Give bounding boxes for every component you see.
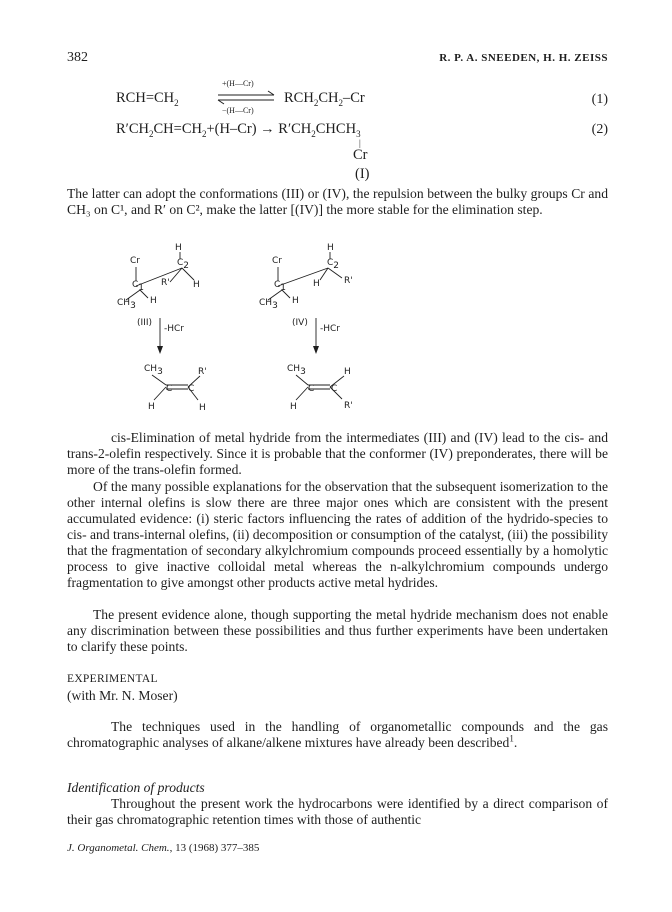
product-trans-ch3: $CH_3$ <box>287 364 306 377</box>
equation-2-label: (I) <box>355 166 370 182</box>
atom-h3: H <box>150 296 157 306</box>
equation-1-number: (1) <box>591 92 608 107</box>
atom-h-iv: H <box>327 243 334 253</box>
atom-c2: $C_2$ <box>177 258 190 271</box>
atom-c1-iv: $C_1$ <box>274 280 287 293</box>
atom-c2-iv: $C_2$ <box>327 258 340 271</box>
equation-1-right: $RCH_2CH_2-Cr$ <box>284 90 365 108</box>
paragraph-cis-elimination: cis-Elimination of metal hydride from the intermediates (III) and (IV) lead to the cis- and trans-2-olefin respectively. Since it is probable that the conformer (IV) preponderates, there will be more of the trans-olefin formed. <box>67 430 608 477</box>
elimination-scheme <box>100 238 400 438</box>
equation-1-arrow-top: +(H—Cr) <box>222 79 254 88</box>
equation-1-arrow-bottom: −(H—Cr) <box>222 106 254 115</box>
footer-citation: J. Organometal. Chem., 13 (1968) 377–385 <box>67 842 260 854</box>
reagent-iv: -HCr <box>320 324 340 334</box>
atom-ch3: $CH_3$ <box>117 298 136 311</box>
product-cis-c: C <box>166 384 173 394</box>
atom-r: R' <box>161 278 170 288</box>
equation-1-left: $RCH=CH_2$ <box>116 90 179 108</box>
atom-ch3-iv: $CH_3$ <box>259 298 278 311</box>
paragraph-techniques: The techniques used in the handling of organometallic compounds and the gas chromatographic analyses of alkane/alkene mixtures have already been described$^1$. <box>67 719 608 750</box>
section-heading-identification: Identification of products <box>67 780 205 795</box>
label-iv: (IV) <box>292 318 308 328</box>
atom-c1: $C_1$ <box>132 280 145 293</box>
paragraph-identification: Throughout the present work the hydrocarbons were identified by a direct comparison of their gas chromatographic retention times with those of authentic <box>67 796 608 827</box>
atom-cr: Cr <box>130 256 140 266</box>
equation-2-cr: Cr <box>353 147 368 163</box>
experimental-subheading: (with Mr. N. Moser) <box>67 688 178 703</box>
product-trans-r: R' <box>344 401 353 411</box>
experimental-heading: EXPERIMENTAL <box>67 673 158 685</box>
page-number: 382 <box>67 50 88 65</box>
equation-2: $R'CH_2CH=CH_2+(H-Cr)$ → $R'CH_2CHCH_3$ <box>116 121 361 139</box>
paragraph-evidence: The present evidence alone, though supporting the metal hydride mechanism does not enable any discrimination between these possibilities and thus further experiments have been undertaken to clarify these points. <box>67 607 608 654</box>
atom-h2: H <box>193 280 200 290</box>
product-trans-c2: C <box>331 384 338 394</box>
equilibrium-arrows <box>216 90 278 106</box>
reagent-iii: -HCr <box>164 324 184 334</box>
atom-r-iv: R' <box>344 276 353 286</box>
product-trans-h: H <box>344 367 351 377</box>
equation-2-number: (2) <box>591 122 608 137</box>
atom-cr-iv: Cr <box>272 256 282 266</box>
running-head-authors: R. P. A. SNEEDEN, H. H. ZEISS <box>439 52 608 64</box>
product-trans-h2: H <box>290 402 297 412</box>
product-cis-h2: H <box>199 403 206 413</box>
atom-h-iv-3: H <box>292 296 299 306</box>
product-cis-c2: C <box>188 384 195 394</box>
atom-h: H <box>175 243 182 253</box>
bond-line: | <box>359 138 361 148</box>
paragraph-explanations: Of the many possible explanations for the observation that the subsequent isomerization to the other internal olefins is slow there are three major ones which are consistent with the present accumulated evidence: (i) steric factors influencing the rates of addition of the hydrido-species to cis- and trans-internal olefins, (ii) decomposition or consumption of the catalyst, (iii) the possibility that the fragmentation of secondary alkylchromium compounds proceed essentially by a homolytic process to give inactive colloidal metal whereas the n-alkylchromium compounds undergo fragmentation to give amongst other products active metal hydrides. <box>67 479 608 590</box>
product-trans-c: C <box>308 384 315 394</box>
atom-h-iv-2: H <box>313 279 320 289</box>
product-cis-h1: H <box>148 402 155 412</box>
label-iii: (III) <box>137 318 152 328</box>
product-cis-r: R' <box>198 367 207 377</box>
product-cis-ch3: $CH_3$ <box>144 364 163 377</box>
paragraph-conformations: The latter can adopt the conformations (III) or (IV), the repulsion between the bulky groups Cr and CH₃ on C¹, and R′ on C², make the latter [(IV)] the more stable for the elimination step. <box>67 186 608 217</box>
